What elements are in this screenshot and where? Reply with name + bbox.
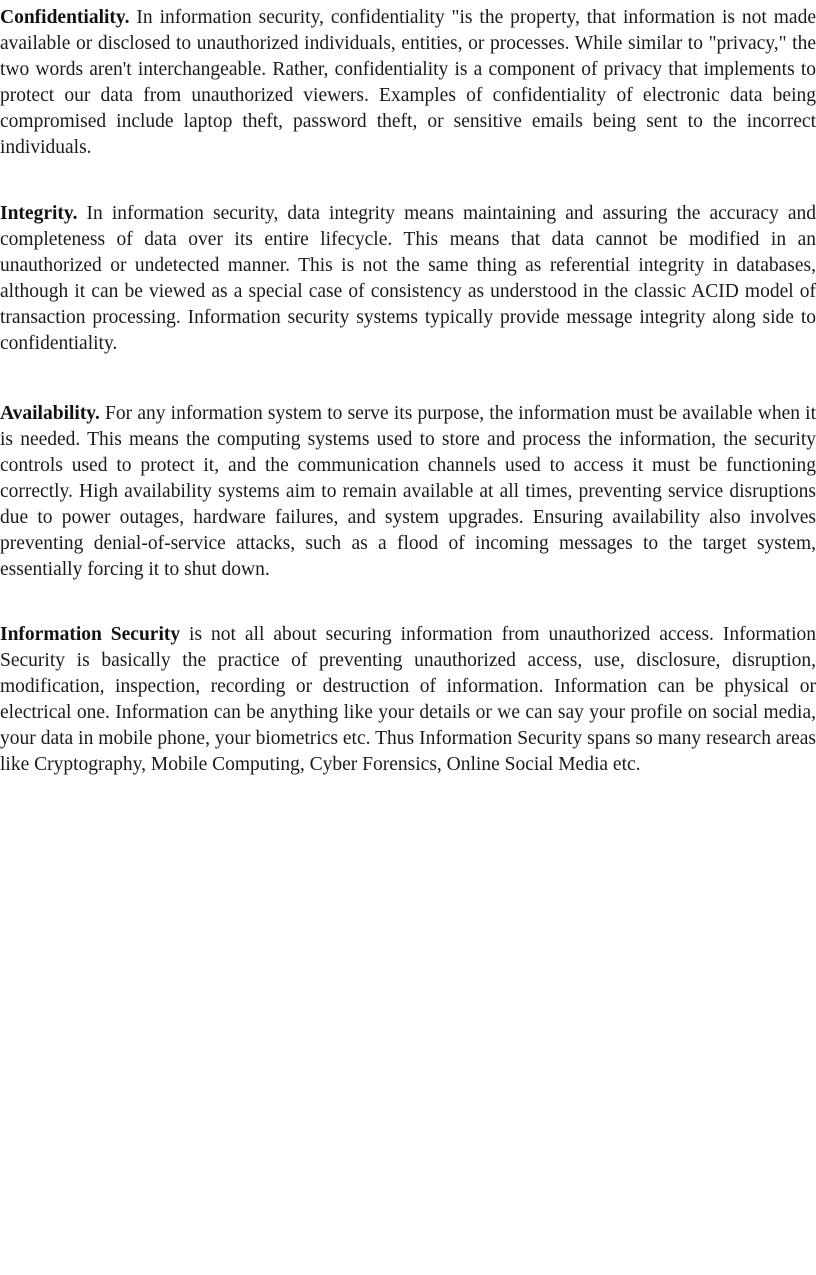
paragraph-body: For any information system to serve its purpose, the information must be available when it is needed. This means the computing systems used to store and process the information, the security controls used to protect it, and the communication channels used to access it must be functioning correctly. High availability systems aim to remain available at all times, preventing service disruptions due to power outages, hardware failures, and system upgrades. Ensuring availability also involves preventing denial-of-service attacks, such as a flood of incoming messages to the target system, essentially forcing it to shut down.	[0, 403, 816, 580]
paragraph-integrity	[0, 201, 816, 357]
term-confidentiality: Confidentiality.	[0, 7, 130, 28]
term-information-security: Information Security	[0, 624, 181, 645]
term-integrity: Integrity.	[0, 203, 78, 224]
document-page	[0, 5, 816, 778]
term-availability: Availability.	[0, 403, 100, 424]
paragraph-body: In information security, data integrity means maintaining and assuring the accuracy and completeness of data over its entire lifecycle. This means that data cannot be modified in an unauthorized or undetected manner. This is not the same thing as referential integrity in databases, although it can be viewed as a special case of consistency as understood in the classic ACID model of transaction processing. Information security systems typically provide message integrity along side to confidentiality.	[0, 203, 816, 354]
paragraph-information-security	[0, 622, 816, 778]
paragraph-availability	[0, 401, 816, 583]
paragraph-body: In information security, confidentiality "is the property, that information is not made available or disclosed to unauthorized individuals, entities, or processes. While similar to "privacy," the two words aren't interchangeable. Rather, confidentiality is a component of privacy that implements to protect our data from unauthorized viewers. Examples of confidentiality of electronic data being compromised include laptop theft, password theft, or sensitive emails being sent to the incorrect individuals.	[0, 7, 816, 158]
paragraph-body: is not all about securing information from unauthorized access. Information Security is basically the practice of preventing unauthorized access, use, disclosure, disruption, modification, inspection, recording or destruction of information. Information can be physical or electrical one. Information can be anything like your details or we can say your profile on social media, your data in mobile phone, your biometrics etc. Thus Information Security spans so many research areas like Cryptography, Mobile Computing, Cyber Forensics, Online Social Media etc.	[0, 624, 816, 775]
paragraph-confidentiality	[0, 5, 816, 161]
